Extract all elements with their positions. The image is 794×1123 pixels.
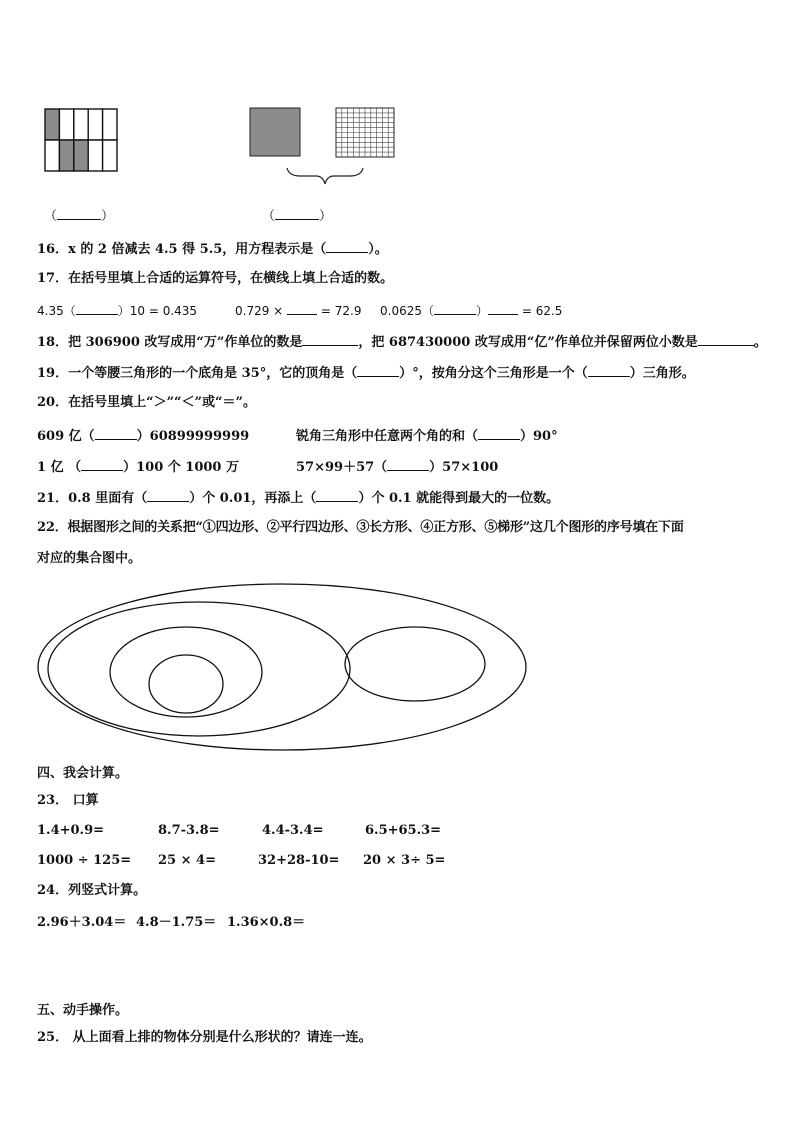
- fraction-grid-cell: [45, 140, 59, 171]
- fraction-grid-cell: [103, 140, 117, 171]
- answer-line[interactable]: [147, 489, 189, 502]
- q20-row1-left: 609 亿（ ）60899999999: [37, 429, 250, 444]
- fraction-grid-cell: [45, 109, 59, 140]
- answer-line[interactable]: [387, 458, 429, 471]
- oral-calc-1-3: 4.4-3.4=: [262, 823, 324, 838]
- question-18: 18．把 306900 改写成用“万”作单位的数是 ，把 687430000 改写成用“亿”作单位并保留两位小数是 。: [37, 335, 767, 350]
- q20-row2-right: 57×99＋57（ ）57×100: [296, 460, 499, 475]
- vertical-calc-2: 4.8－1.75＝: [136, 915, 217, 930]
- answer-line[interactable]: [478, 427, 520, 440]
- q17-expr-1: 4.35（ ）10 = 0.435: [37, 304, 198, 318]
- question-24-title: 24．列竖式计算。: [37, 883, 147, 898]
- section-5-title: 五、动手操作。: [37, 1003, 129, 1018]
- fraction-grid-cell: [74, 109, 88, 140]
- question-21: 21．0.8 里面有（ ）个 0.01，再添上（ ）个 0.1 就能得到最大的一位数。: [37, 491, 560, 506]
- oral-calc-2-4: 20 × 3÷ 5=: [363, 853, 446, 868]
- question-23-title: 23． 口算: [37, 793, 99, 808]
- question-19: 19．一个等腰三角形的一个底角是 35°，它的顶角是（ ）°，按角分这个三角形是一个（ ）三角形。: [37, 366, 695, 381]
- answer-line[interactable]: [588, 364, 630, 377]
- answer-line[interactable]: [81, 458, 123, 471]
- q20-row1-right: 锐角三角形中任意两个角的和（ ）90°: [296, 429, 558, 444]
- question-17: 17．在括号里填上合适的运算符号，在横线上填上合适的数。: [37, 271, 394, 286]
- answer-line[interactable]: [76, 302, 118, 315]
- oral-calc-2-2: 25 × 4=: [158, 853, 216, 868]
- oral-calc-1-1: 1.4+0.9=: [37, 823, 105, 838]
- square-set-ellipse: [149, 655, 223, 713]
- oral-calc-2-1: 1000 ÷ 125=: [37, 853, 132, 868]
- answer-line[interactable]: [316, 489, 358, 502]
- answer-line[interactable]: [287, 302, 317, 315]
- question-16: 16．x 的 2 倍减去 4.5 得 5.5，用方程表示是（ ）。: [37, 242, 388, 257]
- answer-line[interactable]: [275, 207, 319, 220]
- vertical-calc-3: 1.36×0.8＝: [227, 915, 306, 930]
- trapezoid-set-ellipse: [345, 627, 485, 701]
- answer-line[interactable]: [95, 427, 137, 440]
- fraction-grid-cell: [88, 109, 102, 140]
- question-20: 20．在括号里填上“＞”“＜”或“＝”。: [37, 395, 256, 410]
- oral-calc-2-3: 32+28-10=: [258, 853, 340, 868]
- fraction-grid-cell: [59, 140, 73, 171]
- answer-line[interactable]: [488, 302, 518, 315]
- fraction-grid-cell: [59, 109, 73, 140]
- answer-line[interactable]: [698, 333, 754, 346]
- q20-row2-left: 1 亿 （ ）100 个 1000 万: [37, 460, 240, 475]
- fraction-grid: [45, 109, 117, 171]
- question-25: 25． 从上面看上排的物体分别是什么形状的？请连一连。: [37, 1030, 372, 1045]
- answer-line[interactable]: [434, 302, 476, 315]
- fraction-grid-cell: [88, 140, 102, 171]
- answer-line[interactable]: [357, 364, 399, 377]
- fraction-answer-blank: （ ）: [44, 209, 115, 224]
- shaded-square: [250, 108, 300, 156]
- hundred-grid: [336, 108, 394, 157]
- curly-brace: [287, 168, 363, 184]
- q17-expr-2: 0.729 × = 72.9: [235, 304, 362, 318]
- question-22-line1: 22．根据图形之间的关系把“①四边形、②平行四边形、③长方形、④正方形、⑤梯形”这几个图形的序号填在下面: [37, 520, 684, 535]
- rectangle-set-ellipse: [110, 627, 262, 717]
- fraction-grid-cell: [103, 109, 117, 140]
- fraction-grid-cell: [74, 140, 88, 171]
- decimal-answer-blank: （ ）: [262, 209, 333, 224]
- oral-calc-1-2: 8.7-3.8=: [158, 823, 220, 838]
- section-4-title: 四、我会计算。: [37, 766, 129, 781]
- answer-line[interactable]: [302, 333, 358, 346]
- oral-calc-1-4: 6.5+65.3=: [365, 823, 442, 838]
- q17-expr-3: 0.0625（ ） = 62.5: [380, 304, 563, 318]
- question-22-line2: 对应的集合图中。: [37, 551, 142, 566]
- answer-line[interactable]: [57, 207, 101, 220]
- answer-line[interactable]: [326, 240, 368, 253]
- vertical-calc-1: 2.96＋3.04＝: [37, 915, 127, 930]
- set-diagram: [38, 584, 526, 750]
